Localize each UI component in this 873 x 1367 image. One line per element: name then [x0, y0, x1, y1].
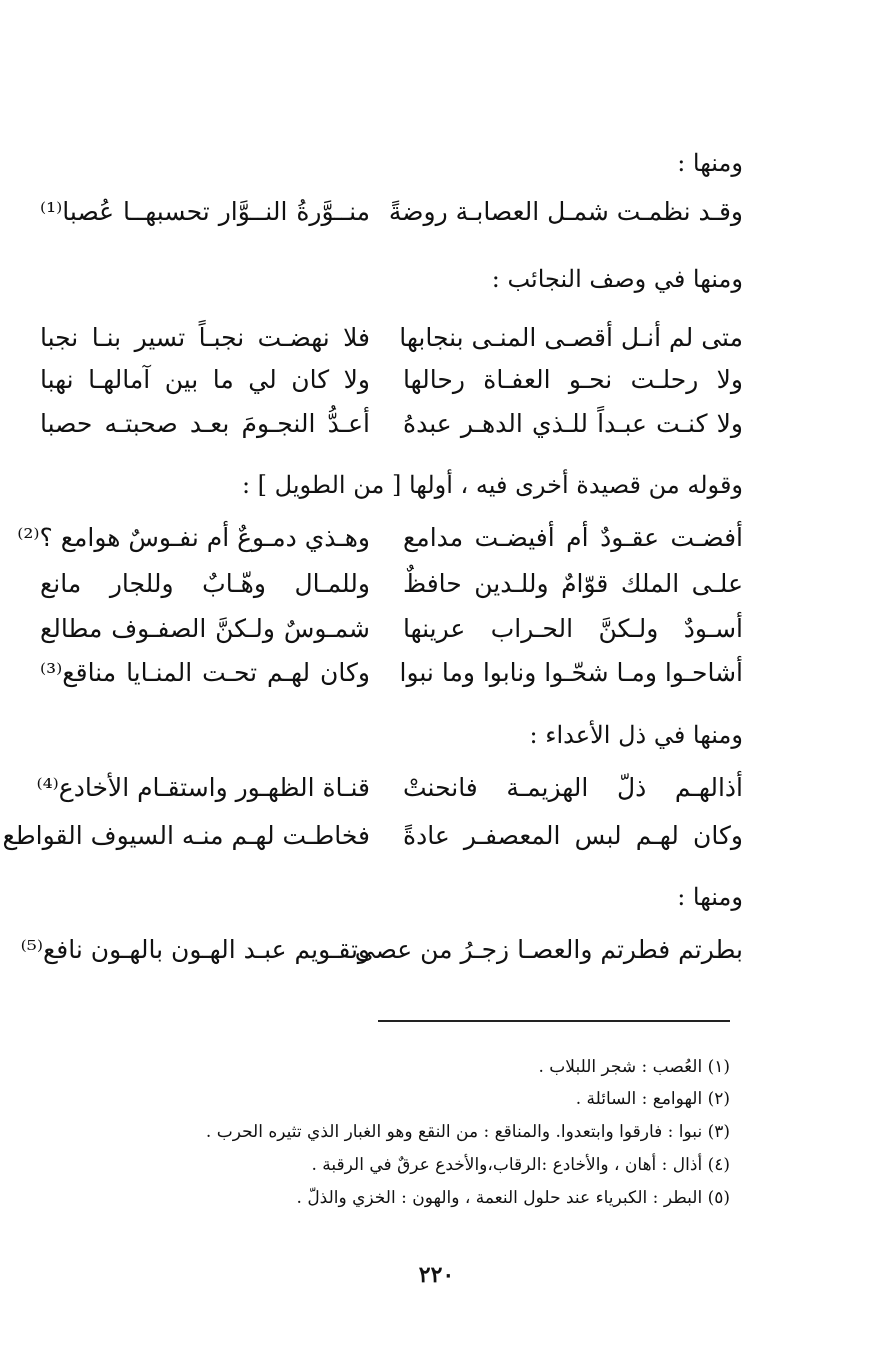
verse-second-hemistich: فلا نهضـت نجبـاً تسير بنـا نجبا	[40, 323, 370, 352]
verse-second-hemistich: قنـاة الظهـور واستقـام الأخادع⁽⁴⁾	[36, 773, 370, 802]
verse-second-hemistich: شمـوسٌ ولـكنَّ الصفـوف مطالع	[40, 614, 370, 643]
verse-line	[40, 360, 743, 400]
verse-second-hemistich: أعـدُّ النجـومَ بعـد صحبتـه حصبا	[40, 409, 370, 438]
footnote: (٤) أذال : أهان ، والأخادع :الرقاب،والأخدع عرقٌ في الرقبة .	[311, 1155, 730, 1175]
verse-first-hemistich: وقـد نظمـت شمـل العصابـة روضةً	[388, 197, 743, 226]
verse-line	[40, 564, 743, 604]
verse-line	[17, 518, 743, 558]
section-heading: ومنها في وصف النجائب :	[491, 265, 743, 293]
section-heading: ومنها في ذل الأعداء :	[529, 721, 743, 749]
footnote: (١) العُصب : شجر اللبلاب .	[538, 1057, 730, 1077]
section-heading: ومنها :	[677, 883, 743, 911]
verse-second-hemistich: وهـذي دمـوعٌ أم نفـوسٌ هوامع ؟⁽²⁾	[17, 523, 370, 552]
footnote-divider	[378, 1020, 730, 1022]
section-heading: وقوله من قصيدة أخرى فيه ، أولها [ من الطويل ] :	[241, 471, 743, 499]
verse-line	[40, 192, 743, 232]
verse-second-hemistich: منــوَّرةُ النــوَّار تحسبهــا عُصبا⁽¹⁾	[40, 197, 370, 226]
verse-first-hemistich: أذالهـم ذلّ الهزيمـة فانحنتْ	[403, 773, 743, 802]
verse-second-hemistich: فخاطـت لهـم منـه السيوف القواطع	[2, 821, 370, 850]
page-number: ٢٢٠	[418, 1262, 455, 1288]
footnote: (٥) البطر : الكبرياء عند حلول النعمة ، والهون : الخزي والذلّ .	[296, 1188, 730, 1208]
verse-first-hemistich: ولا كنـت عبـداً للـذي الدهـر عبدهُ	[403, 409, 743, 438]
verse-second-hemistich: وكان لهـم تحـت المنـايا مناقع⁽³⁾	[40, 658, 370, 687]
verse-second-hemistich: ولا كان لي ما بين آمالهـا نهبا	[40, 365, 370, 394]
verse-line	[40, 653, 743, 693]
verse-line	[40, 609, 743, 649]
verse-first-hemistich: علـى الملك قوّامٌ وللـدين حافظٌ	[403, 569, 743, 598]
verse-second-hemistich: وتقـويم عبـد الهـون بالهـون نافع⁽⁵⁾	[20, 935, 370, 964]
verse-line	[40, 404, 743, 444]
section-heading: ومنها :	[677, 149, 743, 177]
verse-first-hemistich: ولا رحلـت نحـو العفـاة رحالها	[403, 365, 743, 394]
verse-first-hemistich: أشاحـوا ومـا شحّـوا ونابوا وما نبوا	[399, 658, 743, 687]
verse-first-hemistich: أفضـت عقـودٌ أم أفيضـت مدامع	[403, 523, 743, 552]
verse-first-hemistich: بطرتم فطرتم والعصـا زجـرُ من عصى	[354, 935, 743, 964]
verse-first-hemistich: وكان لهـم لبس المعصفـر عادةً	[403, 821, 743, 850]
verse-line	[36, 768, 743, 808]
verse-first-hemistich: أسـودٌ ولـكنَّ الحـراب عرينها	[403, 614, 743, 643]
verse-line	[40, 318, 743, 358]
verse-line	[20, 930, 743, 970]
verse-second-hemistich: وللمـال وهّـابٌ وللجار مانع	[40, 569, 370, 598]
verse-line	[2, 816, 743, 856]
footnote: (٢) الهوامع : السائلة .	[575, 1089, 730, 1109]
verse-first-hemistich: متى لم أنـل أقصـى المنـى بنجابها	[399, 323, 743, 352]
footnote: (٣) نبوا : فارقوا وابتعدوا. والمناقع : من النقع وهو الغبار الذي تثيره الحرب .	[205, 1122, 730, 1142]
